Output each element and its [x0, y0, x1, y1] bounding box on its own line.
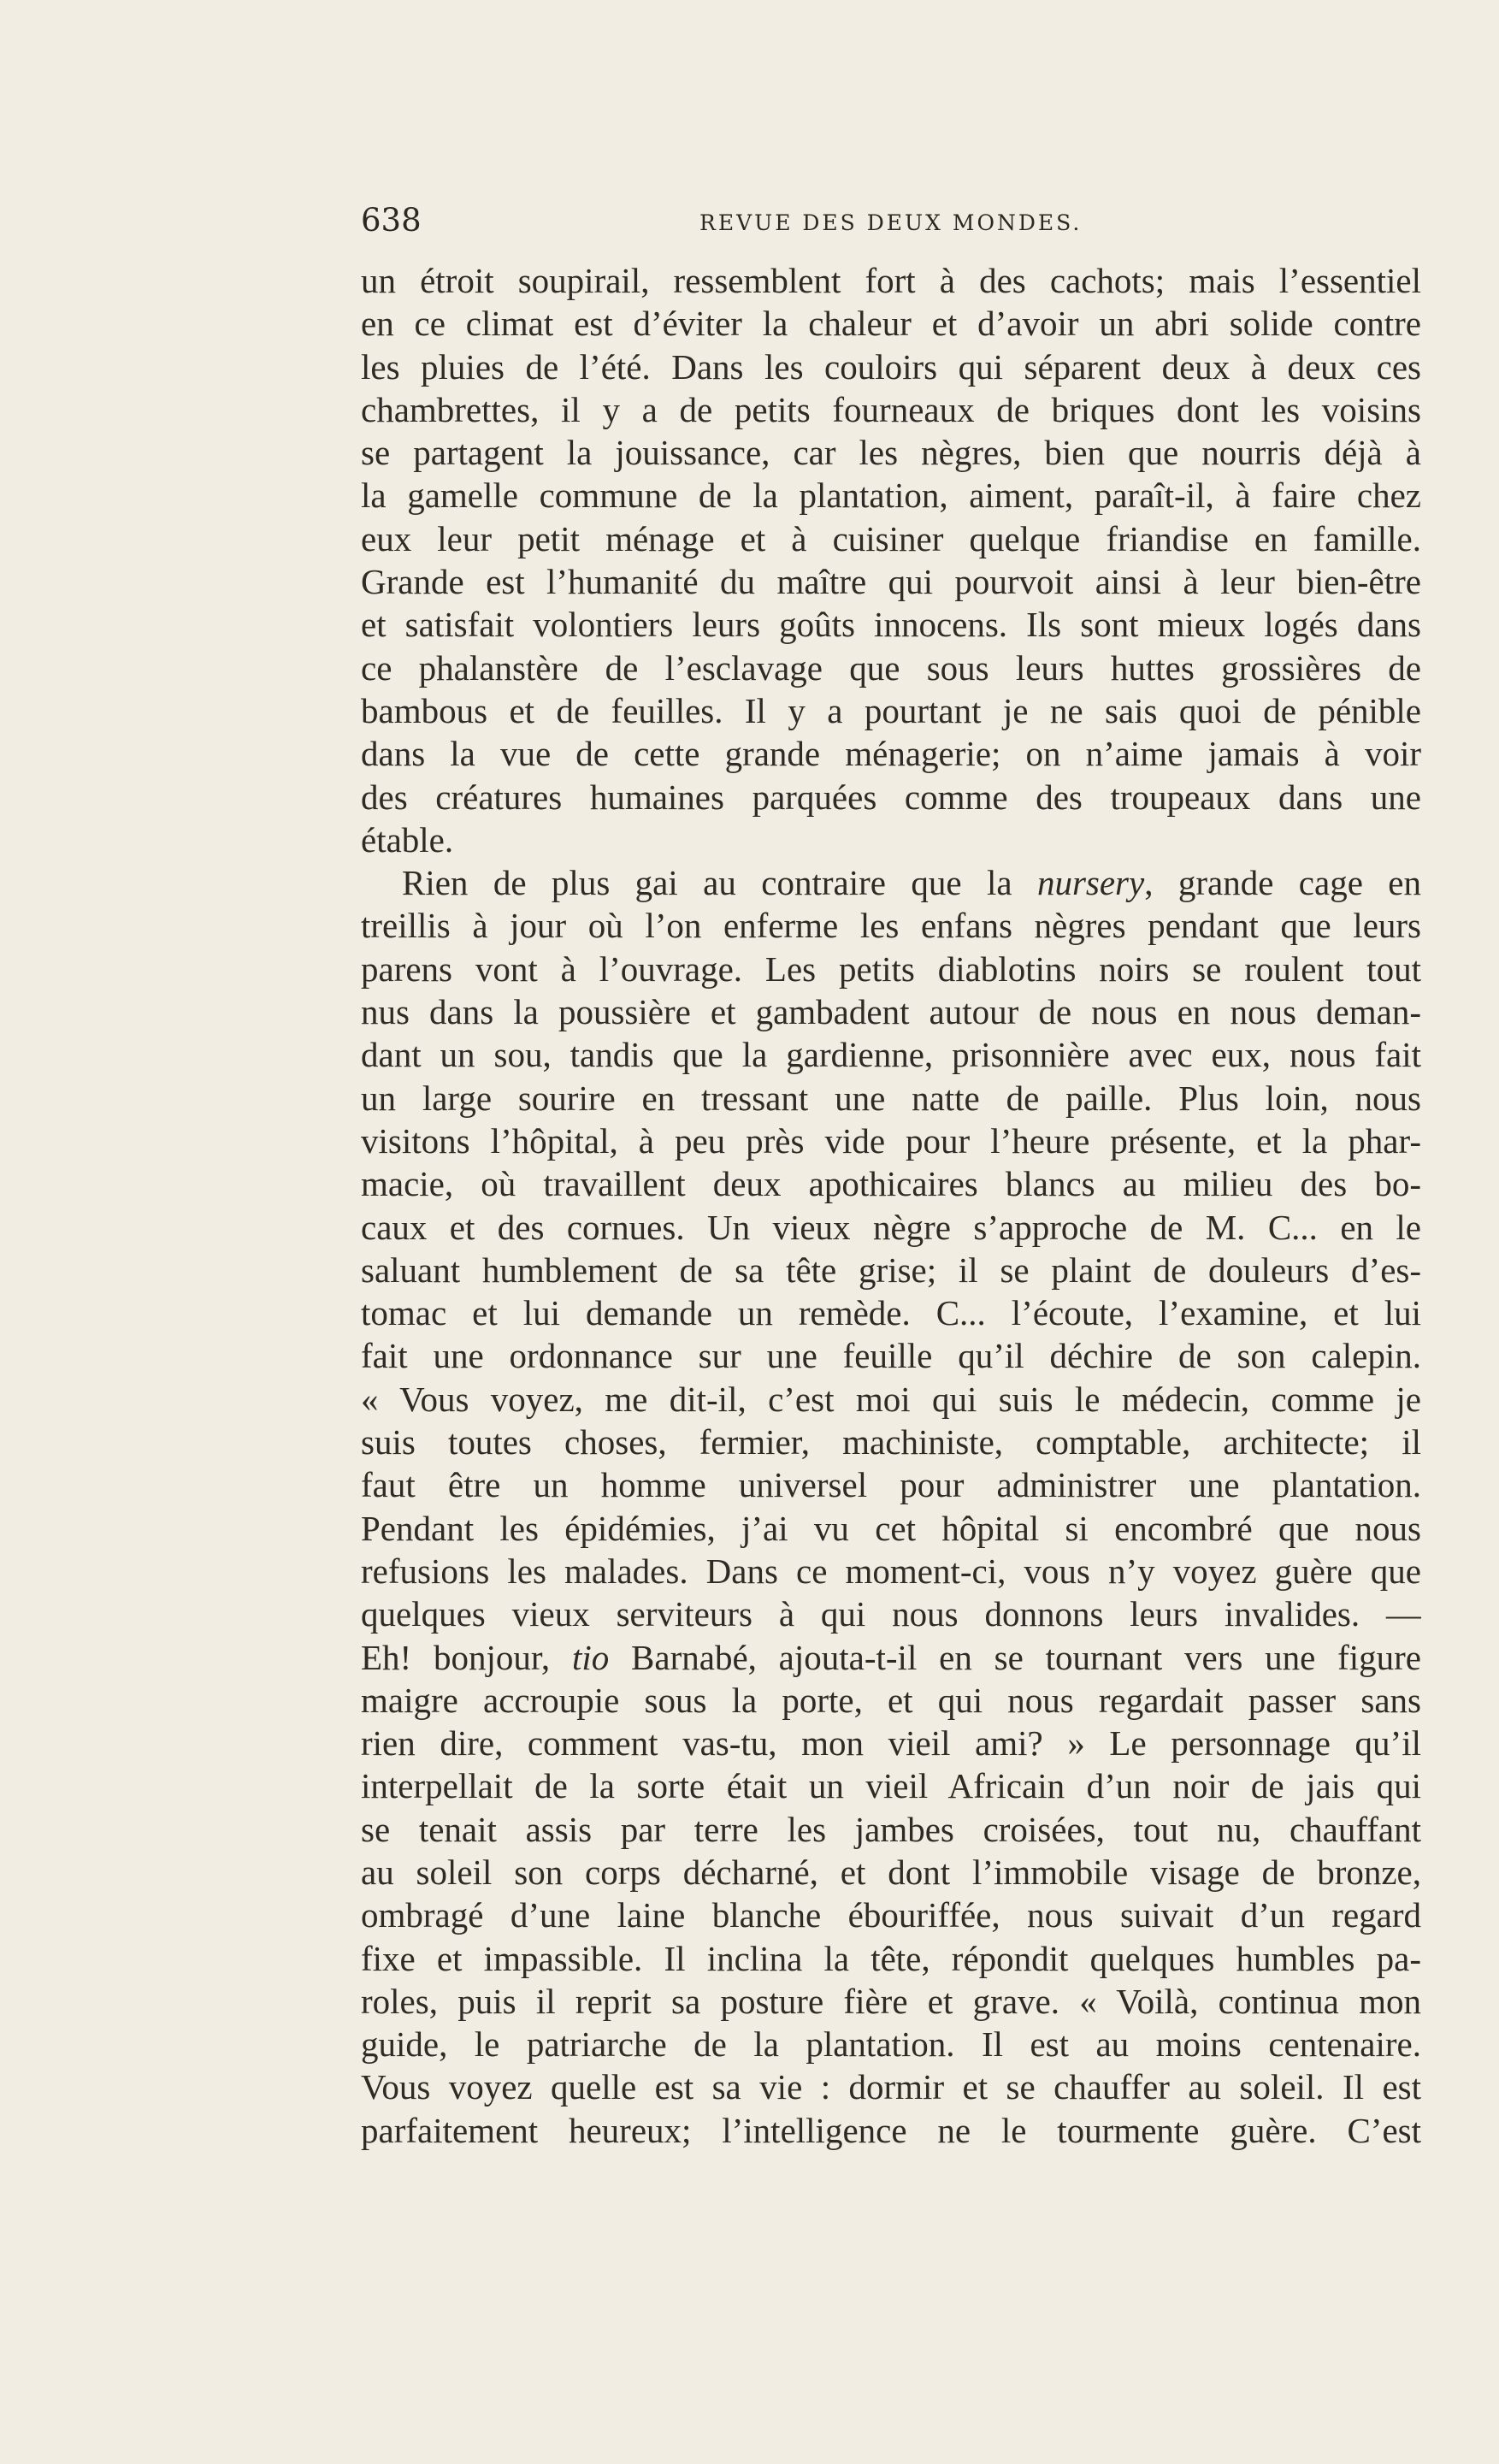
- text-line: [361, 647, 1421, 689]
- text-line: [361, 1162, 1421, 1205]
- text-line: [361, 990, 1421, 1033]
- text-segment: rien dire, comment vas-tu, mon vieil ami? » Le personnage qu’il: [361, 1723, 1421, 1764]
- text-line: [361, 1679, 1421, 1722]
- text-line: [361, 1421, 1421, 1463]
- page-header: [361, 204, 1421, 238]
- text-segment: Eh! bonjour,: [361, 1637, 572, 1677]
- text-segment: au soleil son corps décharné, et dont l’immobile visage de bronze,: [361, 1852, 1421, 1892]
- body-text: [361, 259, 1421, 2152]
- text-line: [361, 259, 1421, 302]
- text-line: [361, 689, 1421, 732]
- text-segment: quelques vieux serviteurs à qui nous donnons leurs invalides. —: [361, 1594, 1421, 1634]
- text-line: [361, 1334, 1421, 1377]
- text-line: [361, 732, 1421, 775]
- text-segment: caux et des cornues. Un vieux nègre s’approche de M. C... en le: [361, 1207, 1421, 1247]
- text-segment: les pluies de l’été. Dans les couloirs qui séparent deux à deux ces: [361, 346, 1421, 387]
- text-segment: Rien de plus gai au contraire que la: [402, 863, 1037, 903]
- text-segment: , grande cage en: [1144, 863, 1421, 903]
- text-segment: parfaitement heureux; l’intelligence ne le tourmente guère. C’est: [361, 2110, 1421, 2150]
- text-segment: interpellait de la sorte était un vieil Africain d’un noir de jais qui: [361, 1766, 1421, 1806]
- text-segment: se tenait assis par terre les jambes croisées, tout nu, chauffant: [361, 1809, 1421, 1849]
- text-line: [361, 474, 1421, 517]
- text-line: [361, 1033, 1421, 1076]
- text-line: [361, 2109, 1421, 2152]
- text-segment: treillis à jour où l’on enferme les enfans nègres pendant que leurs: [361, 906, 1421, 946]
- text-segment: dans la vue de cette grande ménagerie; on n’aime jamais à voir: [361, 734, 1421, 774]
- text-segment: Barnabé, ajouta-t-il en se tournant vers une figure: [609, 1637, 1421, 1677]
- text-line: [361, 861, 1421, 904]
- text-segment: eux leur petit ménage et à cuisiner quelque friandise en famille.: [361, 518, 1421, 558]
- text-segment: roles, puis il reprit sa posture fière et grave. « Voilà, continua mon: [361, 1981, 1421, 2021]
- text-segment: parens vont à l’ouvrage. Les petits diablotins noirs se roulent tout: [361, 948, 1421, 989]
- text-line: [361, 1077, 1421, 1120]
- text-segment: se partagent la jouissance, car les nègres, bien que nourris déjà à: [361, 433, 1421, 473]
- text-line: [361, 1894, 1421, 1936]
- text-line: [361, 776, 1421, 818]
- text-line: [361, 1980, 1421, 2023]
- text-line: [361, 1851, 1421, 1894]
- text-segment: en ce climat est d’éviter la chaleur et d’avoir un abri solide contre: [361, 304, 1421, 344]
- text-line: [361, 1764, 1421, 1807]
- text-segment: fixe et impassible. Il inclina la tête, répondit quelques humbles pa-: [361, 1938, 1421, 1978]
- text-segment: Vous voyez quelle est sa vie : dormir et se chauffer au soleil. Il est: [361, 2067, 1421, 2107]
- text-line: [361, 2023, 1421, 2065]
- text-line: [361, 517, 1421, 560]
- text-segment: maigre accroupie sous la porte, et qui nous regardait passer sans: [361, 1680, 1421, 1720]
- text-segment: Pendant les épidémies, j’ai vu cet hôpital si encombré que nous: [361, 1508, 1421, 1548]
- text-line: [361, 431, 1421, 474]
- text-segment: des créatures humaines parquées comme des troupeaux dans une: [361, 777, 1421, 817]
- text-line: [361, 302, 1421, 345]
- text-segment: nus dans la poussière et gambadent autour de nous en nous deman-: [361, 992, 1421, 1032]
- text-line: [361, 1937, 1421, 1980]
- text-segment: Grande est l’humanité du maître qui pourvoit ainsi à leur bien-être: [361, 562, 1421, 602]
- text-segment: faut être un homme universel pour administrer une plantation.: [361, 1465, 1421, 1505]
- text-segment: la gamelle commune de la plantation, aiment, paraît-il, à faire chez: [361, 476, 1421, 516]
- text-line: [361, 904, 1421, 947]
- text-segment: ombragé d’une laine blanche ébouriffée, nous suivait d’un regard: [361, 1895, 1421, 1935]
- text-segment: macie, où travaillent deux apothicaires blancs au milieu des bo-: [361, 1164, 1421, 1204]
- text-line: [361, 1636, 1421, 1679]
- text-segment: un large sourire en tressant une natte de paille. Plus loin, nous: [361, 1078, 1421, 1118]
- text-segment: saluant humblement de sa tête grise; il se plaint de douleurs d’es-: [361, 1250, 1421, 1290]
- text-line: [361, 603, 1421, 646]
- text-line: [361, 1120, 1421, 1162]
- text-segment: et satisfait volontiers leurs goûts innocens. Ils sont mieux logés dans: [361, 605, 1421, 645]
- page-number: 638: [361, 202, 422, 239]
- text-line: [361, 560, 1421, 603]
- italic-text: tio: [571, 1637, 610, 1677]
- text-line: [361, 1722, 1421, 1764]
- text-segment: bambous et de feuilles. Il y a pourtant je ne sais quoi de pénible: [361, 690, 1421, 730]
- text-line: [361, 2065, 1421, 2108]
- text-line: [361, 1206, 1421, 1249]
- text-segment: refusions les malades. Dans ce moment-ci, vous n’y voyez guère que: [361, 1551, 1421, 1591]
- text-segment: guide, le patriarche de la plantation. Il est au moins centenaire.: [361, 2024, 1421, 2065]
- text-line: [361, 948, 1421, 990]
- text-line: [361, 1249, 1421, 1291]
- text-segment: tomac et lui demande un remède. C... l’écoute, l’examine, et lui: [361, 1293, 1421, 1333]
- text-line: [361, 346, 1421, 388]
- text-line: [361, 1592, 1421, 1635]
- text-line: [361, 1808, 1421, 1851]
- text-line: [361, 818, 1421, 861]
- italic-text: nursery: [1036, 863, 1145, 903]
- text-segment: étable.: [361, 819, 454, 860]
- text-segment: dant un sou, tandis que la gardienne, prisonnière avec eux, nous fait: [361, 1035, 1421, 1075]
- text-line: [361, 1550, 1421, 1592]
- text-line: [361, 1378, 1421, 1421]
- text-segment: fait une ordonnance sur une feuille qu’il déchire de son calepin.: [361, 1336, 1421, 1376]
- text-line: [361, 388, 1421, 431]
- text-segment: un étroit soupirail, ressemblent fort à des cachots; mais l’essentiel: [361, 261, 1421, 300]
- text-line: [361, 1291, 1421, 1334]
- text-segment: chambrettes, il y a de petits fourneaux de briques dont les voisins: [361, 389, 1421, 429]
- text-line: [361, 1507, 1421, 1550]
- text-segment: « Vous voyez, me dit-il, c’est moi qui suis le médecin, comme je: [361, 1379, 1421, 1419]
- text-line: [361, 1463, 1421, 1506]
- running-title: REVUE DES DEUX MONDES.: [699, 210, 1083, 235]
- text-segment: ce phalanstère de l’esclavage que sous leurs huttes grossières de: [361, 647, 1421, 688]
- text-segment: visitons l’hôpital, à peu près vide pour l’heure présente, et la phar-: [361, 1120, 1421, 1161]
- text-segment: suis toutes choses, fermier, machiniste, comptable, architecte; il: [361, 1422, 1421, 1462]
